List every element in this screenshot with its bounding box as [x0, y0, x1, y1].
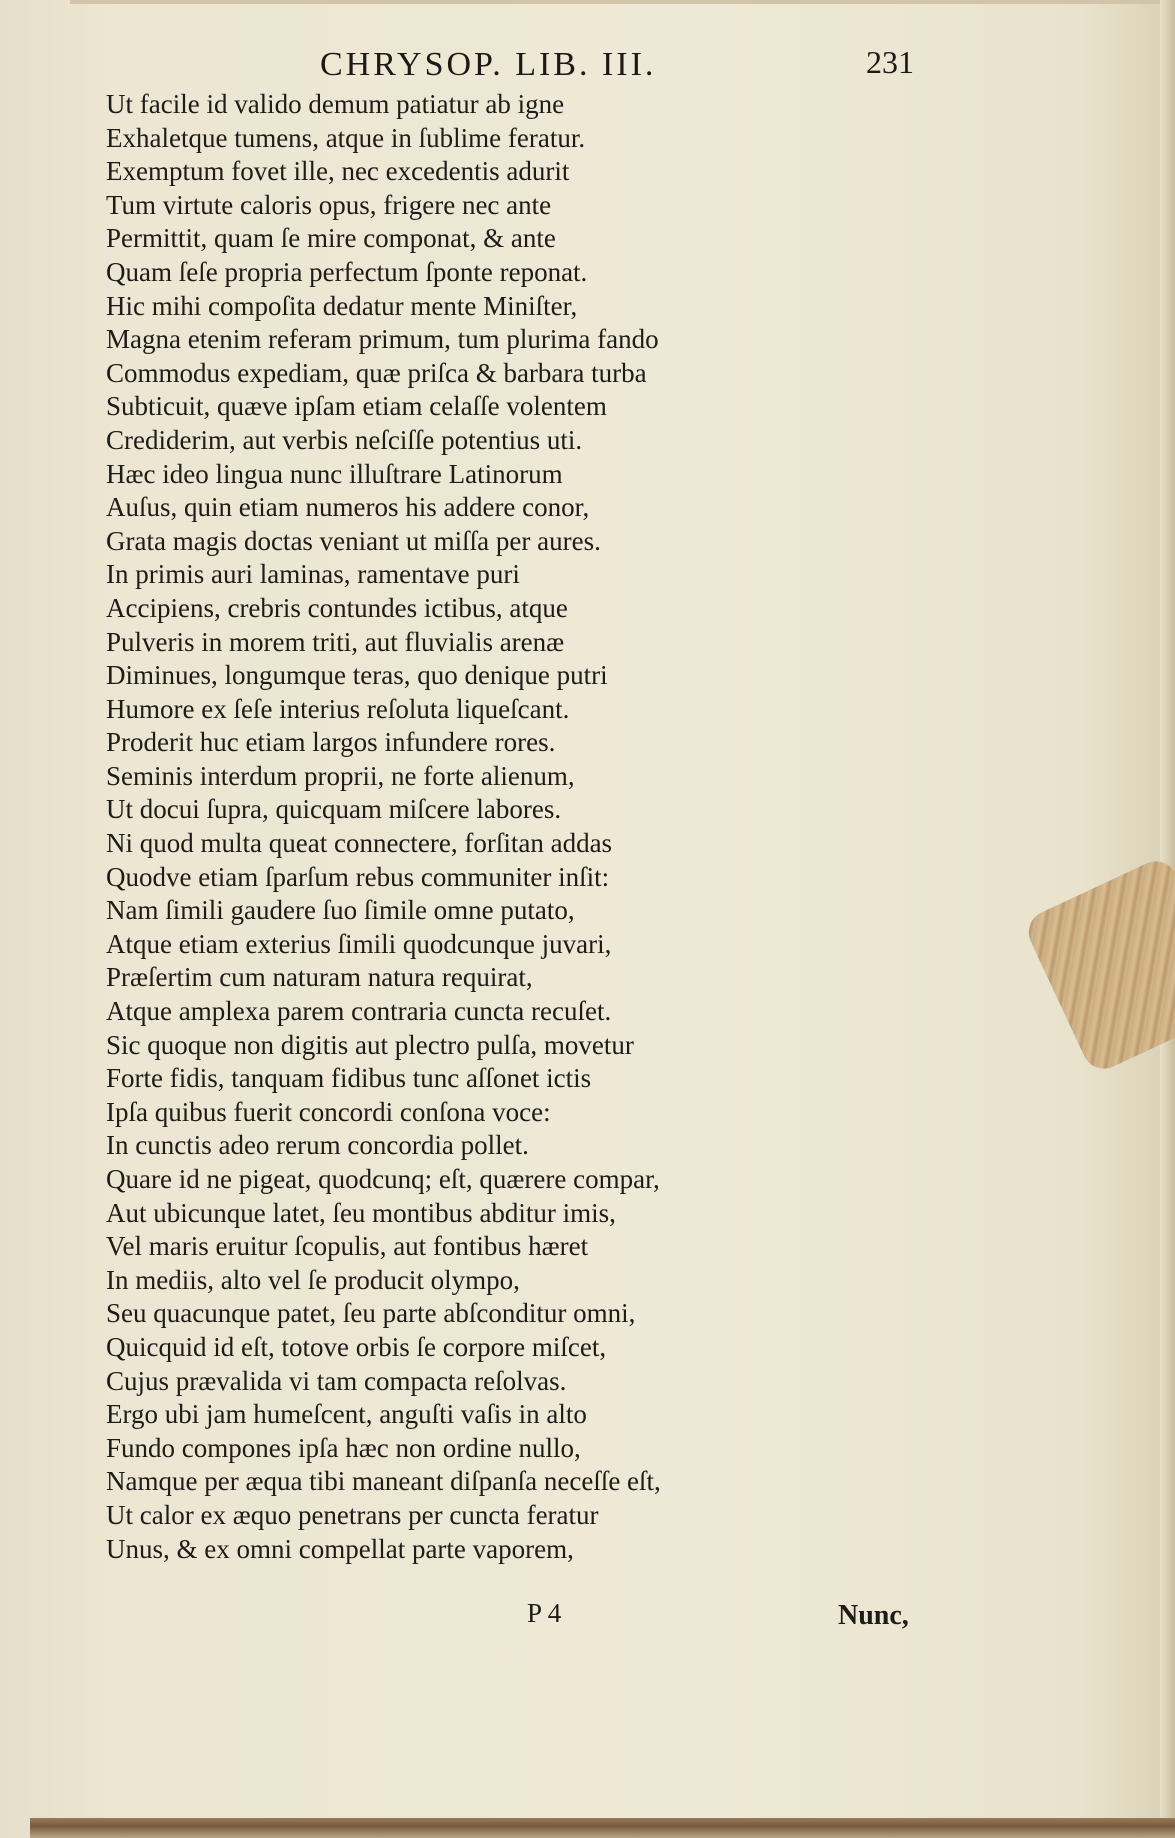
verse-line: Præſertim cum naturam natura requirat, [106, 962, 533, 993]
verse-line: Grata magis doctas veniant ut miſſa per aures. [106, 525, 601, 556]
verse-line: Hæc ideo lingua nunc illuſtrare Latinorum [106, 458, 563, 489]
verse-line: Accipiens, crebris contundes ictibus, atque [106, 592, 568, 623]
verse-line: Quicquid id eſt, totove orbis ſe corpore miſcet, [106, 1331, 607, 1362]
verse-line: Seu quacunque patet, ſeu parte abſconditur omni, [106, 1298, 636, 1329]
verse-line: Aut ubicunque latet, ſeu montibus abditur imis, [106, 1197, 616, 1228]
verse-line: Ni quod multa queat connectere, forſitan addas [106, 828, 613, 859]
verse-line: Ut calor ex æquo penetrans per cuncta feratur [106, 1499, 599, 1530]
verse-line: In primis auri laminas, ramentave puri [106, 559, 520, 590]
catchword: Nunc, [838, 1600, 909, 1631]
page-bottom-edge [30, 1818, 1175, 1838]
verse-line: Cujus prævalida vi tam compacta reſolvas. [106, 1365, 567, 1396]
running-head: CHRYSOP. LIB. III. [320, 46, 657, 83]
verse-line: Namque per æqua tibi maneant diſpanſa neceſſe eſt, [106, 1466, 661, 1497]
verse-block [106, 88, 806, 1566]
verse-line: Vel maris eruitur ſcopulis, aut fontibus hæret [106, 1231, 589, 1262]
verse-line: Seminis interdum proprii, ne forte alienum, [106, 760, 575, 791]
verse-line: Nam ſimili gaudere ſuo ſimile omne putato, [106, 895, 575, 926]
verse-line: Forte fidis, tanquam fidibus tunc aſſonet ictis [106, 1063, 592, 1094]
verse-line: Ergo ubi jam humeſcent, anguſti vaſis in alto [106, 1399, 587, 1430]
verse-line: Unus, & ex omni compellat parte vaporem, [106, 1533, 574, 1564]
verse-line: In cunctis adeo rerum concordia pollet. [106, 1130, 529, 1161]
page-top-edge [70, 0, 1175, 4]
verse-line: Exemptum fovet ille, nec excedentis adurit [106, 156, 570, 187]
wooden-page-holder [1022, 854, 1175, 1076]
page-number: 231 [866, 44, 914, 80]
verse-line: In mediis, alto vel ſe producit olympo, [106, 1264, 520, 1295]
verse-line: Ut facile id valido demum patiatur ab igne [106, 89, 565, 119]
verse-line: Diminues, longumque teras, quo denique putri [106, 660, 608, 691]
verse-line: Subticuit, quæve ipſam etiam celaſſe volentem [106, 391, 607, 422]
verse-line: Exhaletque tumens, atque in ſublime feratur. [106, 122, 586, 153]
verse-line: Fundo compones ipſa hæc non ordine nullo, [106, 1432, 581, 1463]
signature-mark: P 4 [527, 1598, 562, 1628]
verse-line: Atque etiam exterius ſimili quodcunque juvari, [106, 928, 612, 959]
verse-line: Quodve etiam ſparſum rebus communiter inſit: [106, 861, 610, 892]
verse-line: Crediderim, aut verbis neſciſſe potentius uti. [106, 424, 583, 455]
verse-line: Quam ſeſe propria perfectum ſponte reponat. [106, 256, 588, 287]
verse-line: Magna etenim referam primum, tum plurima fando [106, 324, 659, 355]
verse-line: Ipſa quibus fuerit concordi conſona voce: [106, 1096, 551, 1127]
verse-line: Commodus expediam, quæ priſca & barbara turba [106, 357, 647, 388]
verse-line: Auſus, quin etiam numeros his addere conor, [106, 492, 590, 523]
verse-line: Sic quoque non digitis aut plectro pulſa, movetur [106, 1029, 634, 1060]
verse-line: Proderit huc etiam largos infundere rores. [106, 727, 556, 758]
verse-line: Permittit, quam ſe mire componat, & ante [106, 223, 556, 254]
verse-line: Humore ex ſeſe interius reſoluta liqueſcant. [106, 693, 570, 724]
verse-line: Atque amplexa parem contraria cuncta recuſet. [106, 996, 612, 1027]
verse-line: Pulveris in morem triti, aut fluvialis arenæ [106, 626, 565, 657]
verse-line: Ut docui ſupra, quicquam miſcere labores. [106, 794, 562, 825]
verse-line: Quare id ne pigeat, quodcunq; eſt, quærere compar, [106, 1164, 660, 1194]
verse-line: Tum virtute caloris opus, frigere nec ante [106, 189, 552, 220]
verse-line: Hic mihi compoſita dedatur mente Miniſter, [106, 290, 578, 321]
